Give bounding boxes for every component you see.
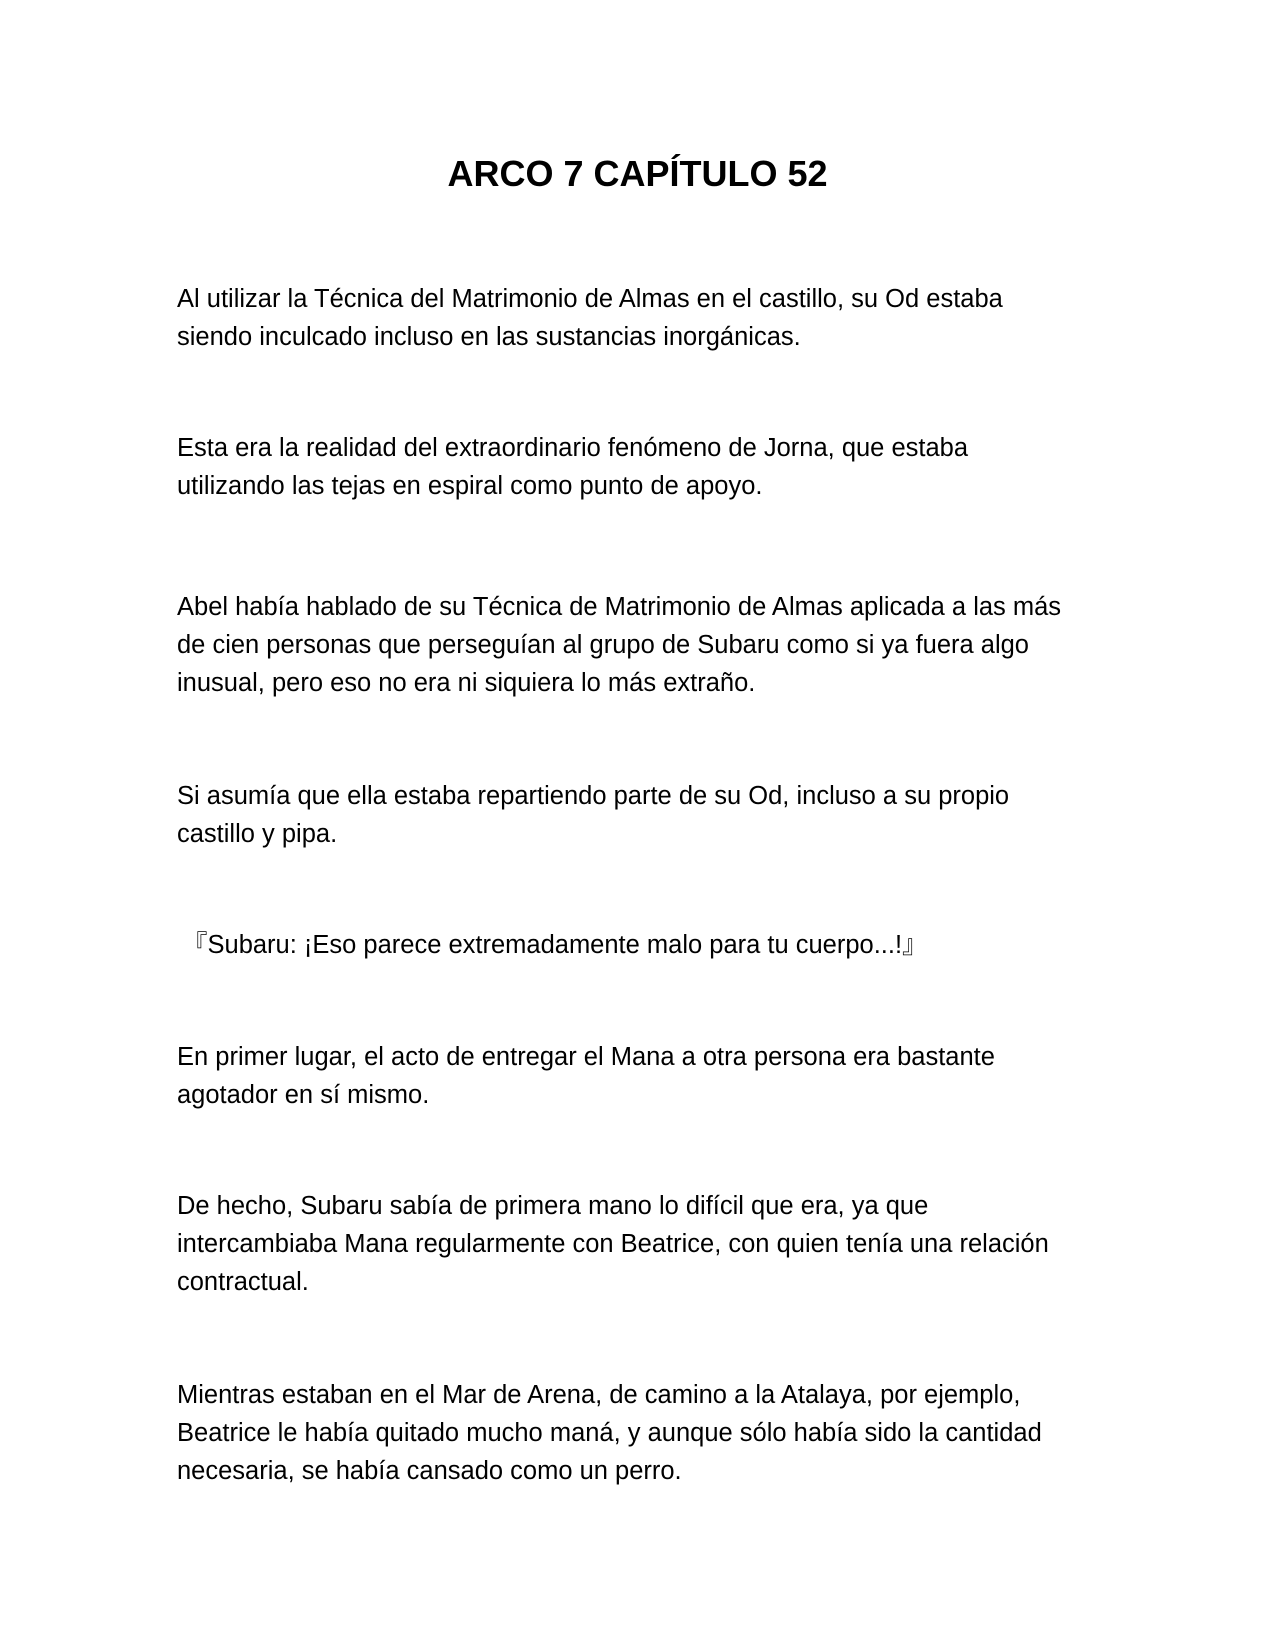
paragraph (177, 280, 1107, 356)
paragraph-line: de cien personas que perseguían al grupo de Subaru como si ya fuera algo (177, 631, 1029, 659)
paragraph (177, 429, 1107, 505)
paragraph-line: 『Subaru: ¡Eso parece extremadamente malo para tu cuerpo...!』 (182, 931, 928, 959)
paragraph-line: Abel había hablado de su Técnica de Matrimonio de Almas aplicada a las más (177, 593, 1062, 621)
paragraph-line: contractual. (177, 1268, 309, 1296)
paragraph (177, 1187, 1107, 1301)
page-title: ARCO 7 CAPÍTULO 52 (447, 153, 828, 194)
paragraph (177, 588, 1107, 702)
paragraph-line: inusual, pero eso no era ni siquiera lo más extraño. (177, 669, 756, 697)
paragraph-line: Si asumía que ella estaba repartiendo parte de su Od, incluso a su propio (177, 782, 1010, 810)
paragraph-line: Esta era la realidad del extraordinario fenómeno de Jorna, que estaba (177, 434, 969, 462)
paragraph-line: castillo y pipa. (177, 820, 338, 848)
paragraph-line: utilizando las tejas en espiral como punto de apoyo. (177, 472, 763, 500)
dialogue-line (182, 926, 1112, 964)
paragraph-line: necesaria, se había cansado como un perro. (177, 1457, 682, 1485)
paragraph-line: intercambiaba Mana regularmente con Beatrice, con quien tenía una relación (177, 1230, 1049, 1258)
paragraph (177, 1038, 1107, 1114)
paragraph-line: Beatrice le había quitado mucho maná, y aunque sólo había sido la cantidad (177, 1419, 1042, 1447)
paragraph (177, 777, 1107, 853)
paragraph-line: En primer lugar, el acto de entregar el Mana a otra persona era bastante (177, 1043, 995, 1071)
paragraph-line: Mientras estaban en el Mar de Arena, de camino a la Atalaya, por ejemplo, (177, 1381, 1021, 1409)
paragraph-line: De hecho, Subaru sabía de primera mano lo difícil que era, ya que (177, 1192, 929, 1220)
paragraph-line: siendo inculcado incluso en las sustancias inorgánicas. (177, 323, 801, 351)
paragraph-line: agotador en sí mismo. (177, 1081, 430, 1109)
paragraph-line: Al utilizar la Técnica del Matrimonio de Almas en el castillo, su Od estaba (177, 285, 1003, 313)
paragraph (177, 1376, 1107, 1490)
